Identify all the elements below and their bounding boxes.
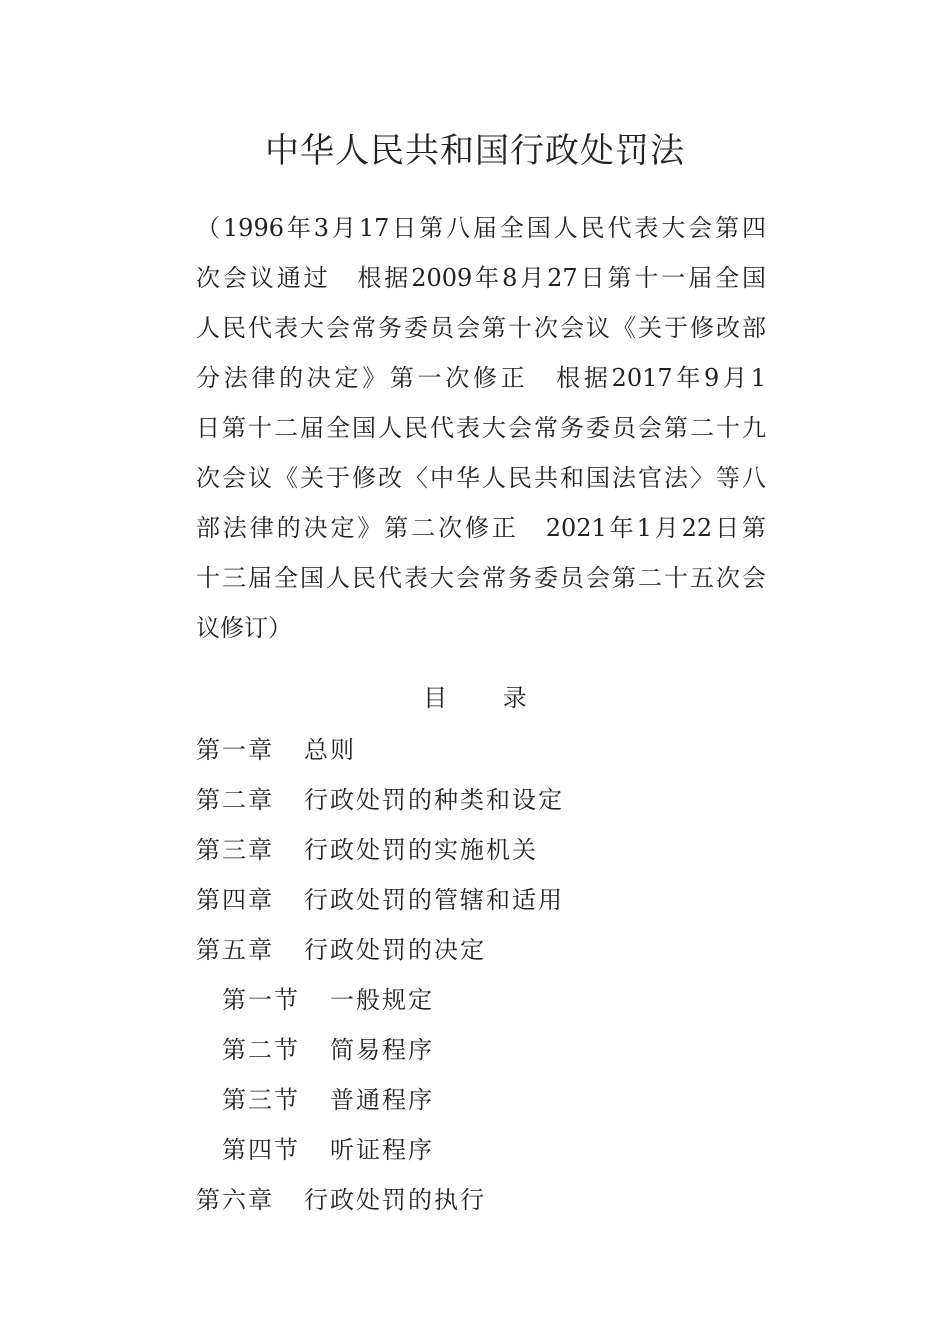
toc-item-number: 第五章 xyxy=(196,936,274,964)
toc-item-number: 第三章 xyxy=(196,836,274,864)
toc-item-chapter-3 xyxy=(196,825,766,875)
toc-item-title: 行政处罚的实施机关 xyxy=(304,836,538,864)
preamble-line: 分法律的决定》第一次修正 根据2017年9月1 xyxy=(196,364,766,392)
toc-item-number: 第四章 xyxy=(196,886,274,914)
preamble xyxy=(196,203,766,653)
toc-item-section-3 xyxy=(196,1075,766,1125)
toc-item-number: 第一章 xyxy=(196,736,274,764)
toc-item-title: 行政处罚的种类和设定 xyxy=(304,786,564,814)
toc-item-chapter-4 xyxy=(196,875,766,925)
preamble-line: 十三届全国人民代表大会常务委员会第二十五次会 xyxy=(196,564,766,592)
toc-item-number: 第三节 xyxy=(222,1086,300,1114)
toc-item-title: 总则 xyxy=(304,736,356,764)
toc-item-title: 行政处罚的决定 xyxy=(304,936,486,964)
preamble-line: 次会议《关于修改〈中华人民共和国法官法〉等八 xyxy=(196,464,766,492)
toc-item-section-4 xyxy=(196,1125,766,1175)
toc-item-title: 普通程序 xyxy=(330,1086,434,1114)
toc-item-number: 第二章 xyxy=(196,786,274,814)
preamble-line: 部法律的决定》第二次修正 2021年1月22日第 xyxy=(196,514,766,542)
toc-item-chapter-6 xyxy=(196,1175,766,1225)
toc-heading: 目 录 xyxy=(423,684,527,712)
toc-item-section-1 xyxy=(196,975,766,1025)
preamble-line: 次会议通过 根据2009年8月27日第十一届全国 xyxy=(196,264,766,292)
toc-item-number: 第六章 xyxy=(196,1186,274,1214)
toc-item-title: 一般规定 xyxy=(330,986,434,1014)
preamble-line: 议修订） xyxy=(196,614,292,642)
document-title: 中华人民共和国行政处罚法 xyxy=(265,131,685,171)
toc-item-chapter-5 xyxy=(196,925,766,975)
toc-item-chapter-2 xyxy=(196,775,766,825)
toc-item-chapter-1 xyxy=(196,725,766,775)
toc-item-number: 第四节 xyxy=(222,1136,300,1164)
toc-item-title: 行政处罚的执行 xyxy=(304,1186,486,1214)
preamble-line: （1996年3月17日第八届全国人民代表大会第四 xyxy=(196,214,766,242)
toc-item-number: 第二节 xyxy=(222,1036,300,1064)
table-of-contents xyxy=(196,725,766,1225)
toc-item-title: 简易程序 xyxy=(330,1036,434,1064)
toc-item-title: 听证程序 xyxy=(330,1136,434,1164)
toc-item-number: 第一节 xyxy=(222,986,300,1014)
preamble-line: 人民代表大会常务委员会第十次会议《关于修改部 xyxy=(196,314,766,342)
toc-item-title: 行政处罚的管辖和适用 xyxy=(304,886,564,914)
toc-item-section-2 xyxy=(196,1025,766,1075)
preamble-line: 日第十二届全国人民代表大会常务委员会第二十九 xyxy=(196,414,766,442)
